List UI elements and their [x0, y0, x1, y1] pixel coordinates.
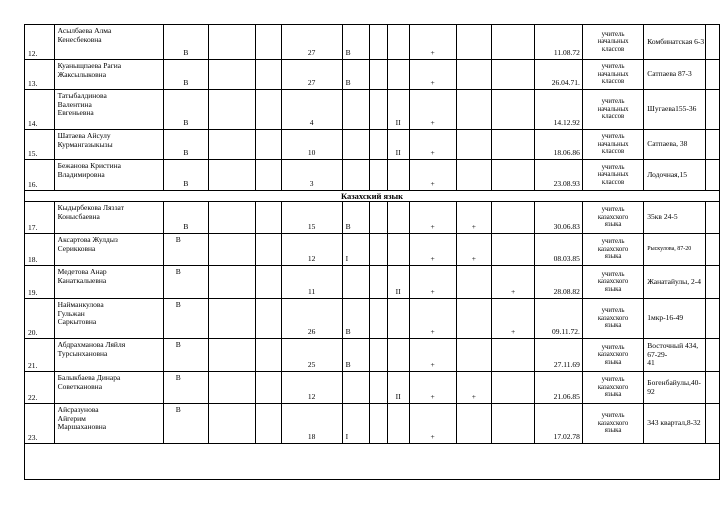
- qualification-cell: [387, 160, 409, 191]
- qualification-cell: II: [387, 266, 409, 299]
- empty-cell: [370, 299, 388, 339]
- empty-cell: [706, 25, 720, 60]
- category-grade-cell: I: [342, 234, 370, 266]
- category-grade-cell: [342, 130, 370, 160]
- table-row: [25, 266, 720, 299]
- plus-cell-2: [456, 404, 491, 444]
- category-cell: В: [163, 202, 208, 234]
- empty-cell: [370, 90, 388, 130]
- empty-cell: [256, 60, 281, 90]
- birth-date-cell: 30.06.83: [535, 202, 583, 234]
- empty-cell: [706, 404, 720, 444]
- empty-cell: [706, 234, 720, 266]
- plus-cell-3: +: [492, 266, 535, 299]
- empty-cell: [256, 266, 281, 299]
- row-number: 23.: [25, 404, 55, 444]
- teacher-name: Айсразунова Айгерим Маршахановна: [54, 404, 163, 444]
- qualification-cell: [387, 404, 409, 444]
- category-cell: В: [163, 90, 208, 130]
- plus-cell-2: [456, 266, 491, 299]
- address-cell: Лодочная,15: [644, 160, 706, 191]
- plus-cell-1: +: [409, 160, 456, 191]
- teacher-name: Медетова Анар Канаткалыевна: [54, 266, 163, 299]
- plus-cell-1: +: [409, 202, 456, 234]
- category-cell: В: [163, 404, 208, 444]
- experience-cell: 4: [281, 90, 342, 130]
- address-cell: Богенбайулы,40-92: [644, 372, 706, 404]
- teacher-name: Кыдырбекова Ляззат Конысбаевна: [54, 202, 163, 234]
- empty-cell: [209, 372, 256, 404]
- empty-cell: [209, 266, 256, 299]
- qualification-cell: [387, 299, 409, 339]
- category-grade-cell: В: [342, 60, 370, 90]
- category-grade-cell: В: [342, 25, 370, 60]
- empty-cell: [706, 160, 720, 191]
- row-number: 21.: [25, 339, 55, 372]
- address-cell: Рыскулова, 87-20: [644, 234, 706, 266]
- category-cell: В: [163, 372, 208, 404]
- category-cell: В: [163, 130, 208, 160]
- empty-cell: [209, 339, 256, 372]
- table-row: [25, 372, 720, 404]
- plus-cell-1: +: [409, 372, 456, 404]
- table-row: [25, 25, 720, 60]
- plus-cell-1: +: [409, 234, 456, 266]
- empty-cell: [209, 160, 256, 191]
- empty-cell: [209, 130, 256, 160]
- address-cell: 35кв 24-5: [644, 202, 706, 234]
- table-row: [25, 90, 720, 130]
- category-grade-cell: В: [342, 299, 370, 339]
- empty-cell: [256, 202, 281, 234]
- experience-cell: 25: [281, 339, 342, 372]
- plus-cell-2: [456, 25, 491, 60]
- qualification-cell: [387, 60, 409, 90]
- empty-cell: [706, 372, 720, 404]
- category-cell: В: [163, 60, 208, 90]
- plus-cell-1: +: [409, 130, 456, 160]
- empty-cell: [706, 266, 720, 299]
- teacher-name: Абдрахманова Ляйля Турсынхановна: [54, 339, 163, 372]
- plus-cell-2: [456, 60, 491, 90]
- table-row: [25, 299, 720, 339]
- empty-cell: [370, 234, 388, 266]
- empty-cell: [706, 339, 720, 372]
- teacher-name: Бежанова Кристина Владимировна: [54, 160, 163, 191]
- address-cell: Комбинатская 6-3: [644, 25, 706, 60]
- teacher-name: Балыкбаева Динара Советкановна: [54, 372, 163, 404]
- plus-cell-1: +: [409, 266, 456, 299]
- birth-date-cell: 26.04.71.: [535, 60, 583, 90]
- empty-cell: [209, 90, 256, 130]
- plus-cell-3: +: [492, 299, 535, 339]
- birth-date-cell: 18.06.86: [535, 130, 583, 160]
- table-row: [25, 234, 720, 266]
- category-grade-cell: В: [342, 202, 370, 234]
- experience-cell: 27: [281, 60, 342, 90]
- table-row: [25, 339, 720, 372]
- category-grade-cell: [342, 160, 370, 191]
- empty-cell: [370, 60, 388, 90]
- address-cell: Восточный 434, 67-29- 41: [644, 339, 706, 372]
- empty-cell: [706, 90, 720, 130]
- empty-cell: [209, 299, 256, 339]
- category-grade-cell: I: [342, 404, 370, 444]
- empty-cell: [370, 25, 388, 60]
- plus-cell-1: +: [409, 339, 456, 372]
- empty-cell: [370, 339, 388, 372]
- plus-cell-3: [492, 90, 535, 130]
- qualification-cell: [387, 234, 409, 266]
- plus-cell-1: +: [409, 60, 456, 90]
- address-cell: 1мкр-16-49: [644, 299, 706, 339]
- teacher-name: Аксартова Жулдыз Серикковна: [54, 234, 163, 266]
- plus-cell-3: [492, 234, 535, 266]
- plus-cell-1: +: [409, 404, 456, 444]
- empty-cell: [706, 299, 720, 339]
- teacher-name: Шатаева Айсулу Курмангазыкызы: [54, 130, 163, 160]
- row-number: 17.: [25, 202, 55, 234]
- row-number: 12.: [25, 25, 55, 60]
- empty-cell: [706, 60, 720, 90]
- position-cell: учитель начальных классов: [582, 130, 643, 160]
- birth-date-cell: 17.02.78: [535, 404, 583, 444]
- category-cell: В: [163, 266, 208, 299]
- empty-cell: [256, 299, 281, 339]
- plus-cell-1: +: [409, 25, 456, 60]
- table-row: [25, 60, 720, 90]
- position-cell: учитель начальных классов: [582, 90, 643, 130]
- qualification-cell: [387, 339, 409, 372]
- plus-cell-3: [492, 372, 535, 404]
- position-cell: учитель начальных классов: [582, 160, 643, 191]
- experience-cell: 3: [281, 160, 342, 191]
- experience-cell: 26: [281, 299, 342, 339]
- position-cell: учитель казахского языка: [582, 339, 643, 372]
- position-cell: учитель казахского языка: [582, 372, 643, 404]
- birth-date-cell: 28.08.82: [535, 266, 583, 299]
- birth-date-cell: 27.11.69: [535, 339, 583, 372]
- plus-cell-2: [456, 299, 491, 339]
- row-number: 22.: [25, 372, 55, 404]
- experience-cell: 15: [281, 202, 342, 234]
- plus-cell-1: +: [409, 90, 456, 130]
- row-number: 19.: [25, 266, 55, 299]
- plus-cell-3: [492, 339, 535, 372]
- empty-cell: [370, 372, 388, 404]
- empty-cell: [370, 130, 388, 160]
- position-cell: учитель казахского языка: [582, 299, 643, 339]
- plus-cell-2: +: [456, 372, 491, 404]
- plus-cell-3: [492, 160, 535, 191]
- empty-row: [25, 444, 720, 480]
- qualification-cell: II: [387, 372, 409, 404]
- plus-cell-3: [492, 404, 535, 444]
- birth-date-cell: 09.11.72.: [535, 299, 583, 339]
- empty-cell: [370, 202, 388, 234]
- birth-date-cell: 21.06.85: [535, 372, 583, 404]
- row-number: 16.: [25, 160, 55, 191]
- empty-cell: [256, 234, 281, 266]
- empty-cell: [209, 60, 256, 90]
- teacher-name: Татыбалдинова Валентина Евгеньевна: [54, 90, 163, 130]
- plus-cell-2: [456, 90, 491, 130]
- plus-cell-3: [492, 202, 535, 234]
- empty-cell: [209, 202, 256, 234]
- empty-cell: [256, 372, 281, 404]
- plus-cell-2: +: [456, 202, 491, 234]
- birth-date-cell: 23.08.93: [535, 160, 583, 191]
- empty-cell: [256, 404, 281, 444]
- empty-cell: [370, 266, 388, 299]
- category-cell: В: [163, 299, 208, 339]
- table-row: [25, 130, 720, 160]
- category-cell: В: [163, 160, 208, 191]
- category-cell: В: [163, 339, 208, 372]
- plus-cell-1: +: [409, 299, 456, 339]
- category-grade-cell: В: [342, 339, 370, 372]
- table-row: [25, 202, 720, 234]
- empty-cell: [706, 130, 720, 160]
- experience-cell: 27: [281, 25, 342, 60]
- row-number: 20.: [25, 299, 55, 339]
- teacher-name: Найманкулова Гульжан Саркытовна: [54, 299, 163, 339]
- birth-date-cell: 14.12.92: [535, 90, 583, 130]
- row-number: 14.: [25, 90, 55, 130]
- position-cell: учитель казахского языка: [582, 266, 643, 299]
- plus-cell-2: [456, 339, 491, 372]
- section-header-row: [25, 191, 720, 202]
- experience-cell: 12: [281, 372, 342, 404]
- section-title: Казахский язык: [25, 191, 720, 202]
- experience-cell: 12: [281, 234, 342, 266]
- qualification-cell: II: [387, 130, 409, 160]
- qualification-cell: [387, 202, 409, 234]
- plus-cell-3: [492, 130, 535, 160]
- row-number: 15.: [25, 130, 55, 160]
- address-cell: 343 квартал,8-32: [644, 404, 706, 444]
- staff-table: [24, 24, 720, 480]
- qualification-cell: II: [387, 90, 409, 130]
- empty-cell: [256, 339, 281, 372]
- row-number: 18.: [25, 234, 55, 266]
- qualification-cell: [387, 25, 409, 60]
- position-cell: учитель казахского языка: [582, 404, 643, 444]
- plus-cell-2: [456, 160, 491, 191]
- birth-date-cell: 11.08.72: [535, 25, 583, 60]
- position-cell: учитель начальных классов: [582, 60, 643, 90]
- experience-cell: 10: [281, 130, 342, 160]
- row-number: 13.: [25, 60, 55, 90]
- table-row: [25, 404, 720, 444]
- teacher-name: Асылбаева Алма Кенесбековна: [54, 25, 163, 60]
- position-cell: учитель казахского языка: [582, 234, 643, 266]
- address-cell: Жанатайулы, 2-4: [644, 266, 706, 299]
- plus-cell-2: [456, 130, 491, 160]
- plus-cell-2: +: [456, 234, 491, 266]
- category-grade-cell: [342, 90, 370, 130]
- empty-cell: [256, 90, 281, 130]
- category-grade-cell: [342, 266, 370, 299]
- experience-cell: 11: [281, 266, 342, 299]
- address-cell: Сатпаева 87-3: [644, 60, 706, 90]
- category-grade-cell: [342, 372, 370, 404]
- plus-cell-3: [492, 25, 535, 60]
- position-cell: учитель казахского языка: [582, 202, 643, 234]
- empty-cell: [256, 25, 281, 60]
- birth-date-cell: 08.03.85: [535, 234, 583, 266]
- plus-cell-3: [492, 60, 535, 90]
- empty-cell: [256, 160, 281, 191]
- empty-cell: [706, 202, 720, 234]
- empty-cell: [370, 160, 388, 191]
- address-cell: Сатпаева, 38: [644, 130, 706, 160]
- experience-cell: 18: [281, 404, 342, 444]
- table-row: [25, 160, 720, 191]
- position-cell: учитель начальных классов: [582, 25, 643, 60]
- empty-cell: [256, 130, 281, 160]
- empty-cell: [370, 404, 388, 444]
- category-cell: В: [163, 25, 208, 60]
- empty-cell: [209, 234, 256, 266]
- empty-cell: [209, 25, 256, 60]
- category-cell: В: [163, 234, 208, 266]
- empty-cell: [209, 404, 256, 444]
- teacher-name: Куаныщпаева Рагиа Жаксылыковна: [54, 60, 163, 90]
- address-cell: Шугаева155-36: [644, 90, 706, 130]
